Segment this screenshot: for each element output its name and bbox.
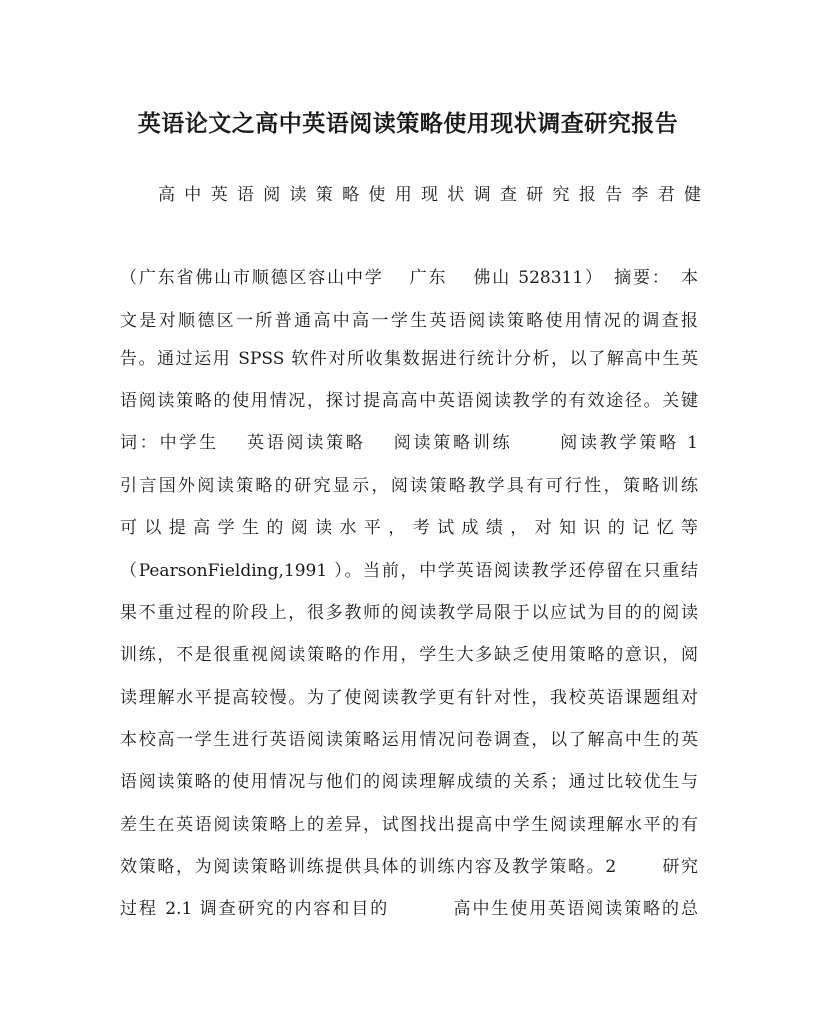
- body-line: 训练，不是很重视阅读策略的作用，学生大多缺乏使用策略的意识，阅: [120, 645, 698, 665]
- body-line: 效策略，为阅读策略训练提供具体的训练内容及教学策略。2 研究: [120, 857, 698, 877]
- body-line: 语阅读策略的使用情况与他们的阅读理解成绩的关系；通过比较优生与: [120, 772, 698, 792]
- document-title: 英语论文之高中英语阅读策略使用现状调查研究报告: [137, 110, 679, 137]
- body-line: 差生在英语阅读策略上的差异，试图找出提高中学生阅读理解水平的有: [120, 815, 698, 835]
- body-line: 本校高一学生进行英语阅读策略运用情况问卷调查，以了解高中生的英: [120, 730, 698, 750]
- body-line: 引言国外阅读策略的研究显示，阅读策略教学具有可行性，策略训练: [120, 476, 698, 496]
- body-line: 词：中学生 英语阅读策略 阅读策略训练 阅读教学策略 1: [120, 433, 698, 453]
- body-line: 告。通过运用 SPSS 软件对所收集数据进行统计分析，以了解高中生英: [120, 349, 698, 369]
- body-line: 果不重过程的阶段上，很多教师的阅读教学局限于以应试为目的的阅读: [120, 603, 698, 623]
- body-line: 语阅读策略的使用情况，探讨提高高中英语阅读教学的有效途径。关键: [120, 391, 698, 411]
- body-line: 读理解水平提高较慢。为了使阅读教学更有针对性，我校英语课题组对: [120, 688, 698, 708]
- body-line: （广东省佛山市顺德区容山中学 广东 佛山 528311） 摘要： 本: [120, 268, 698, 288]
- body-line: （PearsonFielding,1991 ）。当前，中学英语阅读教学还停留在只重结: [120, 561, 698, 581]
- document-subtitle: 高中英语阅读策略使用现状调查研究报告李君健: [158, 185, 711, 205]
- body-line: 文是对顺德区一所普通高中高一学生英语阅读策略使用情况的调查报: [120, 311, 698, 331]
- body-line: 过程 2.1 调查研究的内容和目的 高中生使用英语阅读策略的总: [120, 899, 698, 919]
- body-line: 可以提高学生的阅读水平，考试成绩，对知识的记忆等: [120, 518, 698, 538]
